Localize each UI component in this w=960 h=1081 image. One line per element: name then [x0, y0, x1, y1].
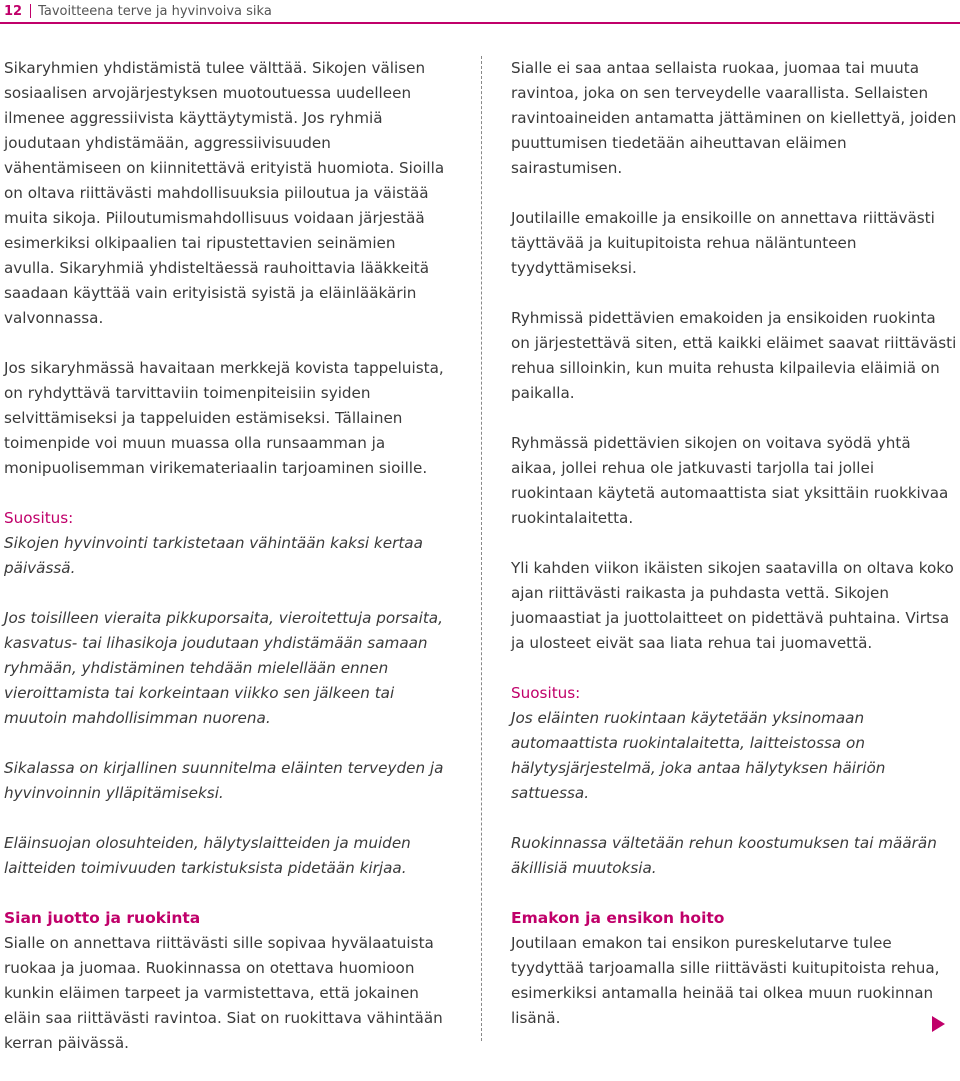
italic-paragraph: Sikalassa on kirjallinen suunnitelma eläinten terveyden ja hyvinvoinnin ylläpitämiseksi. [4, 759, 444, 802]
paragraph: Sikaryhmien yhdistämistä tulee välttää. Sikojen välisen sosiaalisen arvojärjestyksen muotoutuessa uudelleen ilmenee aggressiivista käyttäytymistä. Jos ryhmiä joudutaan yhdistämään, aggressiivisuuden vähentämiseen on kiinnitettävä erityistä huomiota. Sioilla on oltava riittävästi mahdollisuuksia piiloutua ja väistää muita sikoja. Piiloutumismahdollisuus voidaan järjestää esimerkiksi olkipaalien tai ripustettavien seinämien avulla. Sikaryhmiä yhdisteltäessä rauhoittavia lääkkeitä saadaan käyttää vain erityisistä syistä ja eläinlääkärin valvonnassa. [4, 59, 445, 327]
paragraph: Ryhmässä pidettävien sikojen on voitava syödä yhtä aikaa, jollei rehua ole jatkuvasti tarjolla tai jollei ruokintaan käytetä automaattista siat yksittäin ruokkivaa ruokintalaitetta. [511, 434, 949, 527]
page-header [0, 0, 960, 22]
right-column [511, 56, 957, 1056]
page-number: 12 [4, 3, 23, 19]
recommendation-label: Suositus: [4, 509, 74, 527]
section-heading: Emakon ja ensikon hoito [511, 909, 725, 927]
paragraph: Joutilaan emakon tai ensikon pureskelutarve tulee tyydyttää tarjoamalla sille riittävästi kuitupitoista rehua, esimerkiksi antamalla heinää tai olkea muun ruokinnan lisänä. [511, 934, 940, 1027]
paragraph: Jos sikaryhmässä havaitaan merkkejä kovista tappeluista, on ryhdyttävä tarvittaviin toimenpiteisiin syiden selvittämiseksi ja tappeluiden estämiseksi. Tällainen toimenpide voi muun muassa olla runsaamman ja monipuolisemman virikemateriaalin tarjoaminen sioille. [4, 359, 444, 477]
recommendation-label: Suositus: [511, 684, 581, 702]
section-title: Tavoitteena terve ja hyvinvoiva sika [38, 3, 272, 19]
column-divider [481, 56, 482, 1041]
left-column [4, 56, 450, 1081]
header-rule [0, 22, 960, 24]
recommendation-text: Sikojen hyvinvointi tarkistetaan vähintään kaksi kertaa päivässä. [4, 534, 423, 577]
paragraph: Sialle ei saa antaa sellaista ruokaa, juomaa tai muuta ravintoa, joka on sen terveydelle vaarallista. Sellaisten ravintoaineiden antamatta jättäminen on kiellettyä, joiden puuttumisen tiedetään aiheuttavan eläimen sairastumisen. [511, 59, 957, 177]
italic-paragraph: Eläinsuojan olosuhteiden, hälytyslaitteiden ja muiden laitteiden toimivuuden tarkistuksista pidetään kirjaa. [4, 834, 411, 877]
italic-paragraph: Jos toisilleen vieraita pikkuporsaita, vieroitettuja porsaita, kasvatus- tai lihasikoja joudutaan yhdistämään samaan ryhmään, yhdistäminen tehdään mielellään ennen vieroittamista tai korkeintaan viikko sen jälkeen tai muutoin mahdollisimman nuorena. [4, 609, 443, 727]
paragraph: Ryhmissä pidettävien emakoiden ja ensikoiden ruokinta on järjestettävä siten, että kaikki eläimet saavat riittävästi rehua silloinkin, kun muita rehusta kilpailevia eläimiä on paikalla. [511, 309, 957, 402]
recommendation-text: Jos eläinten ruokintaan käytetään yksinomaan automaattista ruokintalaitetta, laitteistossa on hälytysjärjestelmä, joka antaa hälytyksen häiriön sattuessa. [511, 709, 886, 802]
paragraph: Sialle on annettava riittävästi sille sopivaa hyvälaatuista ruokaa ja juomaa. Ruokinnassa on otettava huomioon kunkin eläimen tarpeet ja varmistettava, että jokainen eläin saa riittävästi ravintoa. Siat on ruokittava vähintään kerran päivässä. [4, 934, 443, 1052]
paragraph: Yli kahden viikon ikäisten sikojen saatavilla on oltava koko ajan riittävästi raikasta ja puhdasta vettä. Sikojen juomaastiat ja juottolaitteet on pidettävä puhtaina. Virtsa ja ulosteet eivät saa liata rehua tai juomavettä. [511, 559, 954, 652]
header-separator [30, 4, 31, 18]
italic-paragraph: Ruokinnassa vältetään rehun koostumuksen tai määrän äkillisiä muutoksia. [511, 834, 937, 877]
paragraph: Joutilaille emakoille ja ensikoille on annettava riittävästi täyttävää ja kuitupitoista rehua näläntunteen tyydyttämiseksi. [511, 209, 935, 277]
arrow-right-icon[interactable] [932, 1016, 945, 1032]
section-heading: Sian juotto ja ruokinta [4, 909, 201, 927]
